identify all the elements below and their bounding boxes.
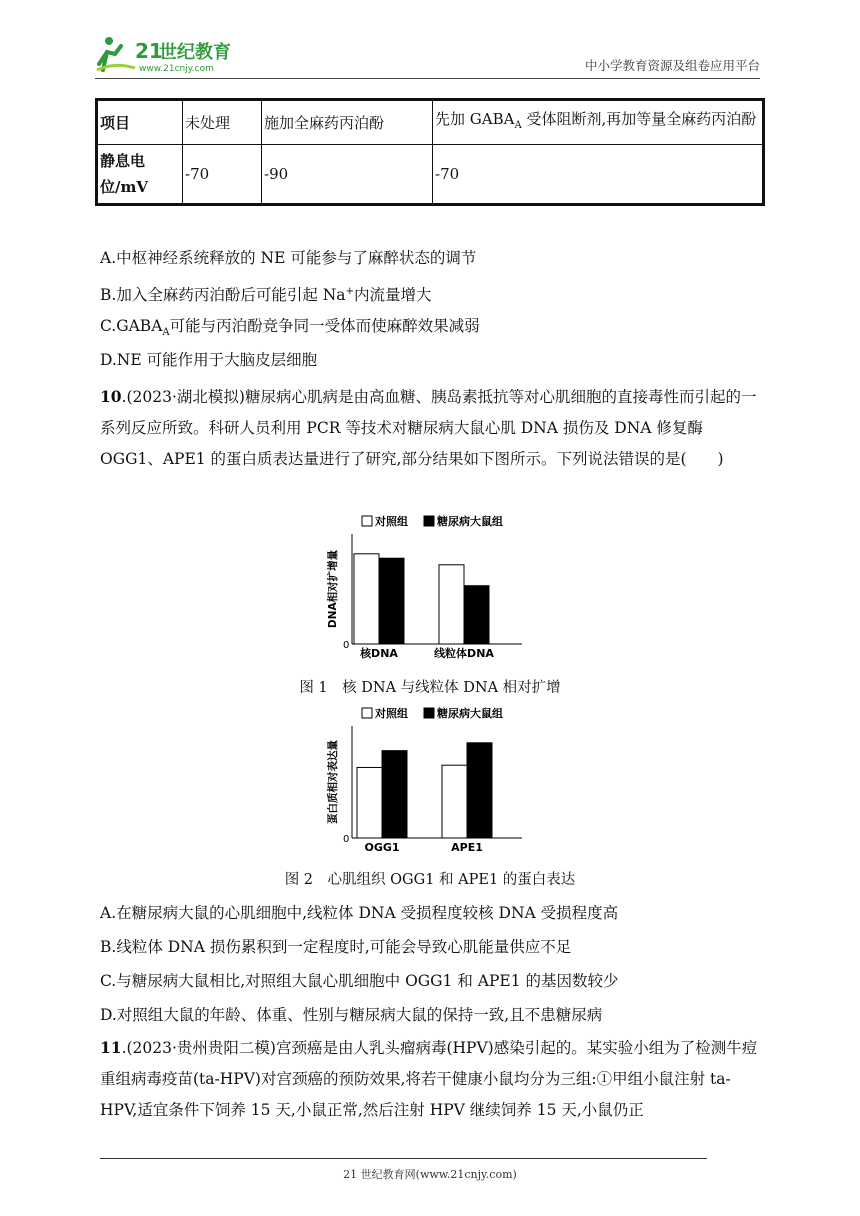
legend-label: 糖尿病大鼠组 <box>437 707 503 720</box>
bar <box>357 767 382 838</box>
q9-option-a: A.中枢神经系统释放的 NE 可能参与了麻醉状态的调节 <box>100 249 477 267</box>
bar <box>354 554 379 644</box>
legend-swatch <box>362 516 372 526</box>
chart-1 <box>300 510 540 660</box>
y-axis-label: DNA相对扩增量 <box>327 549 339 629</box>
origin-label: 0 <box>343 834 350 845</box>
origin-label: 0 <box>343 640 350 651</box>
q10-stem: 10.(2023·湖北模拟)糖尿病心肌病是由高血糖、胰岛素抵抗等对心肌细胞的直接毒性而引起的一系列反应所致。科研人员利用 PCR 等技术对糖尿病大鼠心肌 DNA 损伤及 DNA 修复酶 OGG1、APE1 的蛋白质表达量进行了研究,部分结果如下图所示。下列说法错误的是( ) <box>100 387 757 468</box>
question-number: 10 <box>100 387 122 406</box>
table-cell: -90 <box>262 145 433 205</box>
platform-name: 中小学教育资源及组卷应用平台 <box>584 58 760 73</box>
bar <box>439 565 464 644</box>
bar <box>464 586 489 644</box>
q9-option-b: B.加入全麻药丙泊酚后可能引起 Na+内流量增大 <box>100 286 432 305</box>
q11-stem: 11.(2023·贵州贵阳二模)宫颈癌是由人乳头瘤病毒(HPV)感染引起的。某实验小组为了检测牛痘重组病毒疫苗(ta-HPV)对宫颈癌的预防效果,将若干健康小鼠均分为三组:①甲组小鼠注射 ta-HPV,适宜条件下饲养 15 天,小鼠正常,然后注射 HPV 继续饲养 15 天,小鼠仍正 <box>100 1038 758 1119</box>
legend-swatch <box>424 516 434 526</box>
brand-logo <box>95 34 265 74</box>
q9-option-c: $C.GABA_A$可能与丙泊酚竞争同一受体而使麻醉效果减弱 <box>100 317 480 339</box>
table-cell: -70 <box>433 145 764 205</box>
page-footer: 21 世纪教育网(www.21cnjy.com) <box>343 1168 517 1181</box>
legend-label: 对照组 <box>375 515 408 528</box>
q10-option-c: C.与糖尿病大鼠相比,对照组大鼠心肌细胞中 OGG1 和 APE1 的基因数较少 <box>100 972 619 990</box>
logo-url: www.21cnjy.com <box>139 64 214 74</box>
figure-2-caption: 图 2 心肌组织 OGG1 和 APE1 的蛋白表达 <box>284 872 576 888</box>
bar <box>467 743 492 838</box>
logo-text: 世纪教育 <box>159 42 231 63</box>
bar <box>379 558 404 644</box>
table-cell: -70 <box>183 145 262 205</box>
y-axis-label: 蛋白质相对表达量 <box>327 740 339 824</box>
table-row <box>97 145 764 205</box>
figure-1-caption: 图 1 核 DNA 与线粒体 DNA 相对扩增 <box>299 680 561 696</box>
data-table <box>95 98 765 206</box>
chart-2 <box>300 702 540 862</box>
q10-option-d: D.对照组大鼠的年龄、体重、性别与糖尿病大鼠的保持一致,且不患糖尿病 <box>100 1006 603 1024</box>
legend-swatch <box>362 708 372 718</box>
table-cell: 项目 <box>97 100 183 145</box>
table-row <box>97 100 764 145</box>
q10-option-a: A.在糖尿病大鼠的心肌细胞中,线粒体 DNA 受损程度较核 DNA 受损程度高 <box>100 904 619 922</box>
x-tick-label: OGG1 <box>364 841 400 854</box>
legend-label: 对照组 <box>375 707 408 720</box>
q10-option-b: B.线粒体 DNA 损伤累积到一定程度时,可能会导致心肌能量供应不足 <box>100 938 572 956</box>
x-tick-label: APE1 <box>451 841 483 854</box>
legend-label: 糖尿病大鼠组 <box>437 515 503 528</box>
q9-option-d: D.NE 可能作用于大脑皮层细胞 <box>100 351 318 369</box>
table-cell: 未处理 <box>183 100 262 145</box>
table-cell: 施加全麻药丙泊酚 <box>262 100 433 145</box>
page-header <box>95 30 760 79</box>
question-number: 11 <box>100 1038 122 1057</box>
runner-icon <box>97 37 135 70</box>
logo-number: 21 <box>135 39 163 63</box>
bar <box>442 765 467 838</box>
x-tick-label: 核DNA <box>360 647 398 660</box>
table-cell: 先加 $GABA_A$ 受体阻断剂,再加等量全麻药丙泊酚 <box>433 100 764 145</box>
footer-divider <box>100 1158 707 1159</box>
table-cell: 静息电位/mV <box>97 145 183 205</box>
legend-swatch <box>424 708 434 718</box>
bar <box>382 751 407 838</box>
x-tick-label: 线粒体DNA <box>434 647 494 660</box>
